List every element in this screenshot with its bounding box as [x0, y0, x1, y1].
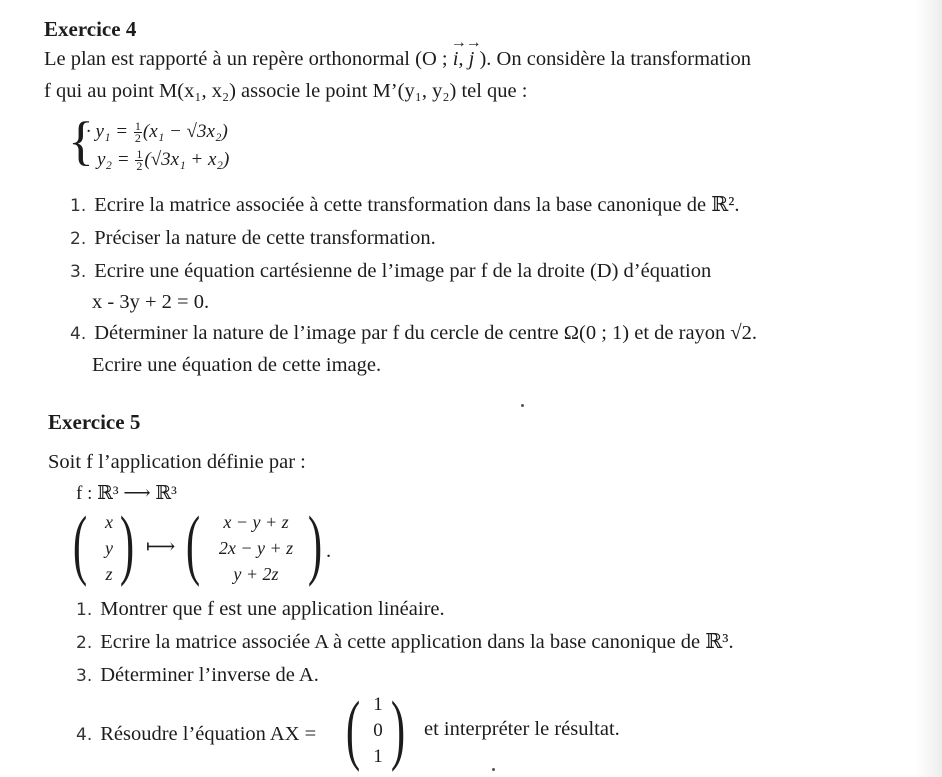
ex4-item-1: 1. Ecrire la matrice associée à cette transformation dans la base canonique de ℝ².: [70, 194, 740, 216]
intro-line1-start: Le plan est rapporté à un repère orthonormal (O ;: [44, 48, 448, 70]
ex4-item-3-line2: x - 3y + 2 = 0.: [92, 291, 210, 313]
ex4-item-4-line2: Ecrire une équation de cette image.: [92, 354, 382, 376]
half-fraction: $\frac{1}{2}$: [136, 147, 143, 174]
system-brace: {: [68, 111, 94, 171]
half-fraction: $\frac{1}{2}$: [134, 119, 141, 146]
ex5-item-3: 3. Déterminer l’inverse de A.: [76, 664, 319, 686]
right-paren: ): [307, 500, 323, 587]
ex4-item-4: 4. Déterminer la nature de l’image par f du cercle de centre Ω(0 ; 1) et de rayon √2.: [70, 322, 758, 344]
ex5-item-1: 1. Montrer que f est une application linéaire.: [76, 598, 445, 620]
left-paren: (: [345, 685, 361, 772]
left-paren: (: [185, 500, 201, 587]
left-paren: (: [72, 500, 88, 587]
scan-speck: [521, 404, 524, 407]
ex4-item-3: 3. Ecrire une équation cartésienne de l’image par f de la droite (D) d’équation: [70, 260, 712, 282]
system-equation-2: y₂ = $\frac{1}{2}$ (√3x₁ + x₂): [97, 147, 230, 174]
ex5-item-2: 2. Ecrire la matrice associée A à cette application dans la base canonique de ℝ³.: [76, 631, 734, 653]
ex4-item-2: 2. Préciser la nature de cette transformation.: [70, 227, 436, 249]
ex5-item-4-tail: et interpréter le résultat.: [424, 718, 620, 740]
right-paren: ): [390, 685, 406, 772]
exercise-5-title: Exercice 5: [48, 410, 141, 434]
mapping-head: f : ℝ³ ⟶ ℝ³: [76, 483, 177, 504]
period: .: [326, 540, 332, 562]
scan-speck: [492, 768, 495, 771]
unit-vectors: i → , j →: [450, 34, 482, 70]
exercise-4-intro-line1: [44, 34, 752, 71]
right-paren: ): [119, 500, 135, 587]
exercise-4-intro-line2: f qui au point M(x₁, x₂) associe le point M’(y₁, y₂) tel que :: [44, 80, 528, 102]
rhs-vector: 1 0 1: [373, 694, 383, 767]
intro-line1-end: ). On considère la transformation: [479, 48, 752, 70]
scan-edge-shadow: [916, 0, 942, 777]
ex5-item-4: 4. Résoudre l’équation AX =: [76, 723, 317, 745]
output-vector: x − y + z 2x − y + z y + 2z: [218, 512, 294, 584]
exercise-5-intro: Soit f l’application définie par :: [48, 451, 306, 473]
maps-to-arrow: ⟼: [146, 536, 176, 558]
system-equation-1: · y₁ = $\frac{1}{2}$ (x₁ − √3x₂): [86, 119, 228, 146]
exercise-4-title: Exercice 4: [44, 17, 137, 41]
input-vector: x y z: [105, 512, 113, 584]
